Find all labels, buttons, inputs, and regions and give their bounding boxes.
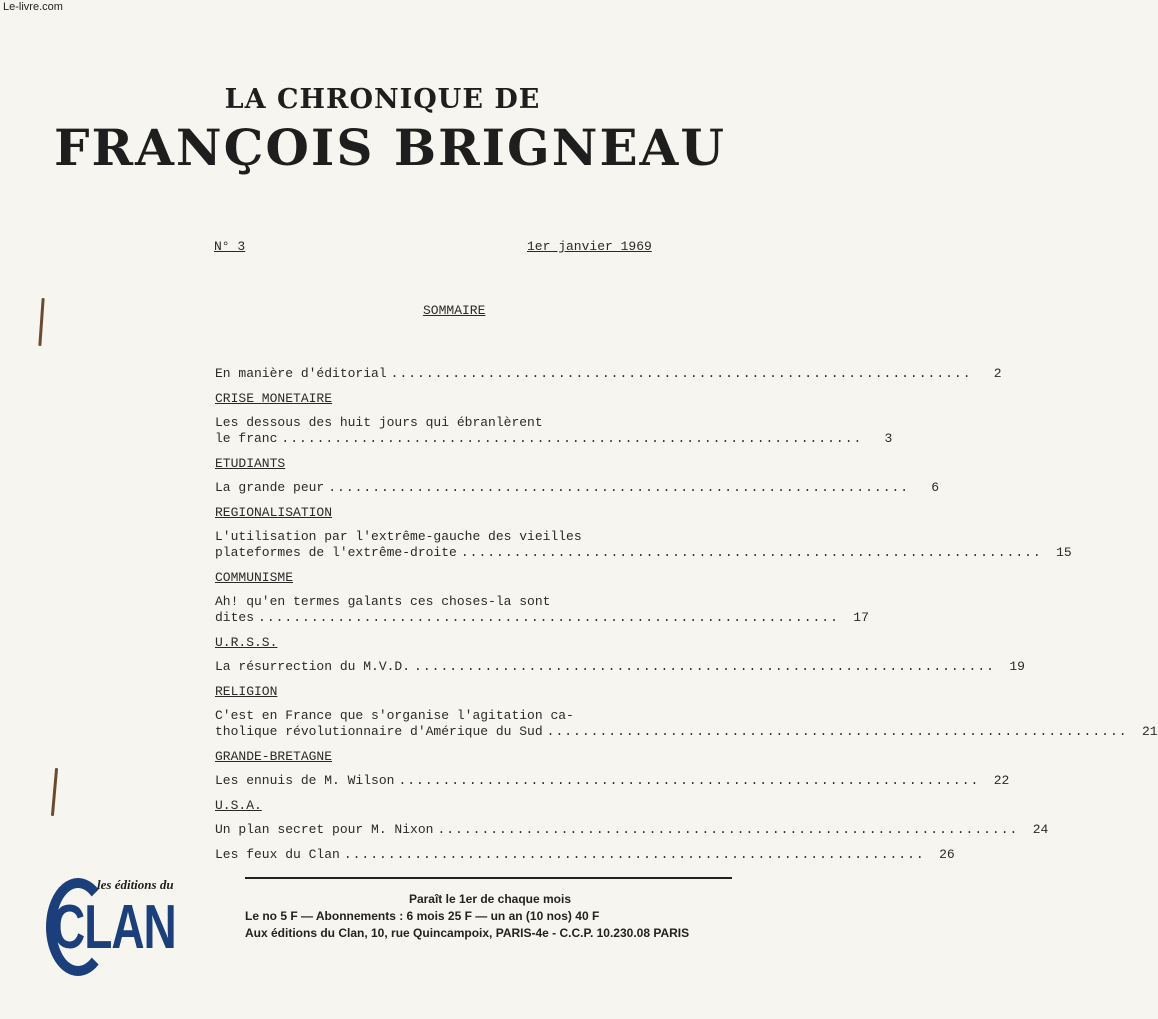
toc-leader: .................................................................. xyxy=(390,366,972,381)
sommaire-heading: SOMMAIRE xyxy=(423,303,486,318)
toc-entry-title: plateformes de l'extrême-droite xyxy=(215,545,457,560)
toc-leader: .................................................................. xyxy=(343,847,925,862)
toc-entry xyxy=(215,366,1002,382)
toc-entry-title: En manière d'éditorial xyxy=(215,366,387,381)
issue-date: 1er janvier 1969 xyxy=(527,239,652,254)
toc-page-number: 6 xyxy=(931,480,940,495)
toc-page-number: 26 xyxy=(939,847,955,862)
toc-entry-title: Les feux du Clan xyxy=(215,847,340,862)
toc-entry-line: Les dessous des huit jours qui ébranlèrent xyxy=(215,415,543,430)
toc-leader: .................................................................. xyxy=(437,822,1019,837)
publisher-logo: CLAN xyxy=(52,891,176,962)
staple-bottom xyxy=(51,768,58,816)
toc-entry-line: L'utilisation par l'extrême-gauche des vieilles xyxy=(215,529,582,544)
toc-category: RELIGION xyxy=(215,684,278,699)
toc-entry-title: Les ennuis de M. Wilson xyxy=(215,773,395,788)
toc-entry-title: Un plan secret pour M. Nixon xyxy=(215,822,434,837)
toc-leader: .................................................................. xyxy=(398,773,980,788)
toc-entry xyxy=(215,545,1072,561)
toc-category: U.S.A. xyxy=(215,798,262,813)
title-line-2: FRANÇOIS BRIGNEAU xyxy=(54,118,726,177)
toc-entry xyxy=(215,724,1158,740)
watermark: Le-livre.com xyxy=(3,1,63,13)
footer-publication-note: Paraît le 1er de chaque mois xyxy=(408,892,572,906)
staple-top xyxy=(38,298,44,346)
toc-page-number: 15 xyxy=(1056,545,1072,560)
toc-page-number: 22 xyxy=(993,773,1010,788)
table-of-contents xyxy=(215,366,1158,863)
toc-leader: .................................................................. xyxy=(546,724,1128,739)
toc-page-number: 19 xyxy=(1009,659,1025,674)
footer-divider xyxy=(245,877,732,879)
toc-category: GRANDE-BRETAGNE xyxy=(215,749,333,764)
footer xyxy=(245,891,735,942)
title-line-1: LA CHRONIQUE DE xyxy=(224,84,541,115)
toc-entry xyxy=(215,773,1010,789)
issue-number: N° 3 xyxy=(214,239,246,254)
toc-leader: .................................................................. xyxy=(460,545,1042,560)
toc-page-number: 21 xyxy=(1141,724,1158,739)
toc-entry xyxy=(215,480,940,496)
toc-leader: .................................................................. xyxy=(281,431,863,446)
toc-leader: .................................................................. xyxy=(328,480,910,495)
toc-leader: .................................................................. xyxy=(258,610,839,625)
toc-entry xyxy=(215,847,955,863)
toc-entry-title: le franc xyxy=(215,431,278,446)
toc-entry xyxy=(215,610,869,626)
toc-leader: .................................................................. xyxy=(414,659,995,674)
toc-entry-title: dites xyxy=(215,610,255,625)
toc-category: ETUDIANTS xyxy=(215,456,286,471)
toc-category: REGIONALISATION xyxy=(215,505,333,520)
toc-page-number: 3 xyxy=(884,431,893,446)
toc-category: U.R.S.S. xyxy=(215,635,278,650)
toc-entry xyxy=(215,431,893,447)
toc-page-number: 24 xyxy=(1032,822,1049,837)
toc-entry xyxy=(215,659,1025,675)
toc-category: COMMUNISME xyxy=(215,570,294,585)
publisher-logo-caption: les éditions du xyxy=(97,877,174,892)
footer-prices: Le no 5 F — Abonnements : 6 mois 25 F — un an (10 nos) 40 F xyxy=(245,909,600,923)
toc-entry-title: tholique révolutionnaire d'Amérique du Sud xyxy=(215,724,543,739)
toc-page-number: 2 xyxy=(993,366,1002,381)
toc-category: CRISE MONETAIRE xyxy=(215,391,333,406)
toc-page-number: 17 xyxy=(853,610,869,625)
toc-entry-line: C'est en France que s'organise l'agitation ca- xyxy=(215,708,574,723)
toc-entry xyxy=(215,822,1049,838)
toc-entry-title: La résurrection du M.V.D. xyxy=(215,659,411,674)
toc-entry-title: La grande peur xyxy=(215,480,325,495)
toc-entry-line: Ah! qu'en termes galants ces choses-la sont xyxy=(215,594,551,609)
footer-address: Aux éditions du Clan, 10, rue Quincampoix, PARIS-4e - C.C.P. 10.230.08 PARIS xyxy=(245,926,690,940)
